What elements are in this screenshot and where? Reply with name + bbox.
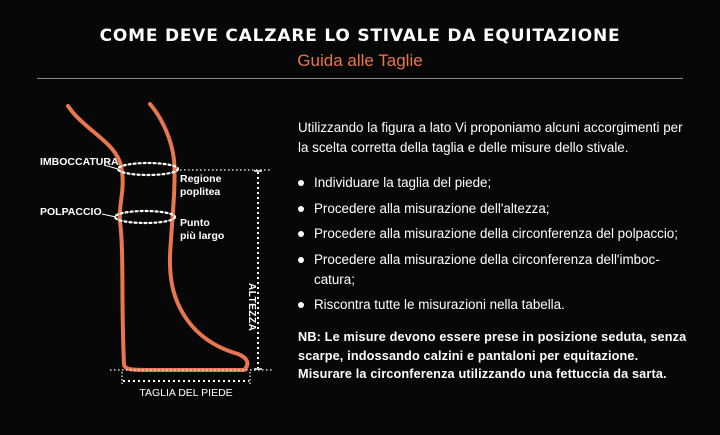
imboccatura-measure-ellipse [118,163,178,175]
bullet-icon [298,257,304,263]
bullet-icon [298,231,304,237]
label-polpaccio: POLPACCIO [40,206,102,218]
label-taglia-del-piede: TAGLIA DEL PIEDE [139,387,233,399]
leg-illustration [0,90,300,410]
instructions-list [298,173,690,315]
label-altezza: ALTEZZA [246,283,257,332]
label-punto-piu-largo [180,217,224,243]
label-imboccatura: IMBOCCATURA [40,156,119,168]
page-subtitle: Guida alle Taglie [297,51,423,70]
bullet-icon [298,206,304,212]
list-item [298,199,690,219]
intro-text: Utilizzando la figura a lato Vi proponiamo alcuni accorgimenti per la scelta corretta della taglia e delle misure dello stivale. [298,120,683,155]
list-item [298,295,690,315]
list-item-text: Procedere alla misurazione della circonferenza del polpaccio; [314,226,678,241]
polpaccio-leader-line [102,214,116,217]
bullet-icon [298,180,304,186]
header-divider [37,78,683,79]
measurement-note: NB: Le misure devono essere prese in posizione seduta, senza scarpe, indossando calzini e pantaloni per equitazione. Misurare la circonferenza utilizzando una fettuccia da sarta. [298,330,687,381]
list-item-text: Riscontra tutte le misurazioni nella tabella. [314,297,565,312]
list-item [298,173,690,193]
label-punto-line-2: più largo [180,230,225,242]
label-regione-line-2: poplitea [180,186,221,198]
list-item [298,250,690,290]
polpaccio-measure-ellipse [115,211,175,223]
list-item-text: Individuare la taglia del piede; [314,175,492,190]
list-item-text: Procedere alla misurazione dell'altezza; [314,200,550,216]
bullet-icon [298,302,304,308]
label-punto-line-1: Punto [180,217,210,229]
label-regione-poplitea [180,173,221,199]
page-title: COME DEVE CALZARE LO STIVALE DA EQUITAZIONE [99,26,621,46]
label-regione-line-1: Regione [180,173,222,185]
boot-measure-diagram [0,90,300,410]
list-item [298,224,690,244]
list-item-text: Procedere alla misurazione della circonferenza dell'imboccatura; [314,251,660,287]
instructions-panel [298,118,690,384]
